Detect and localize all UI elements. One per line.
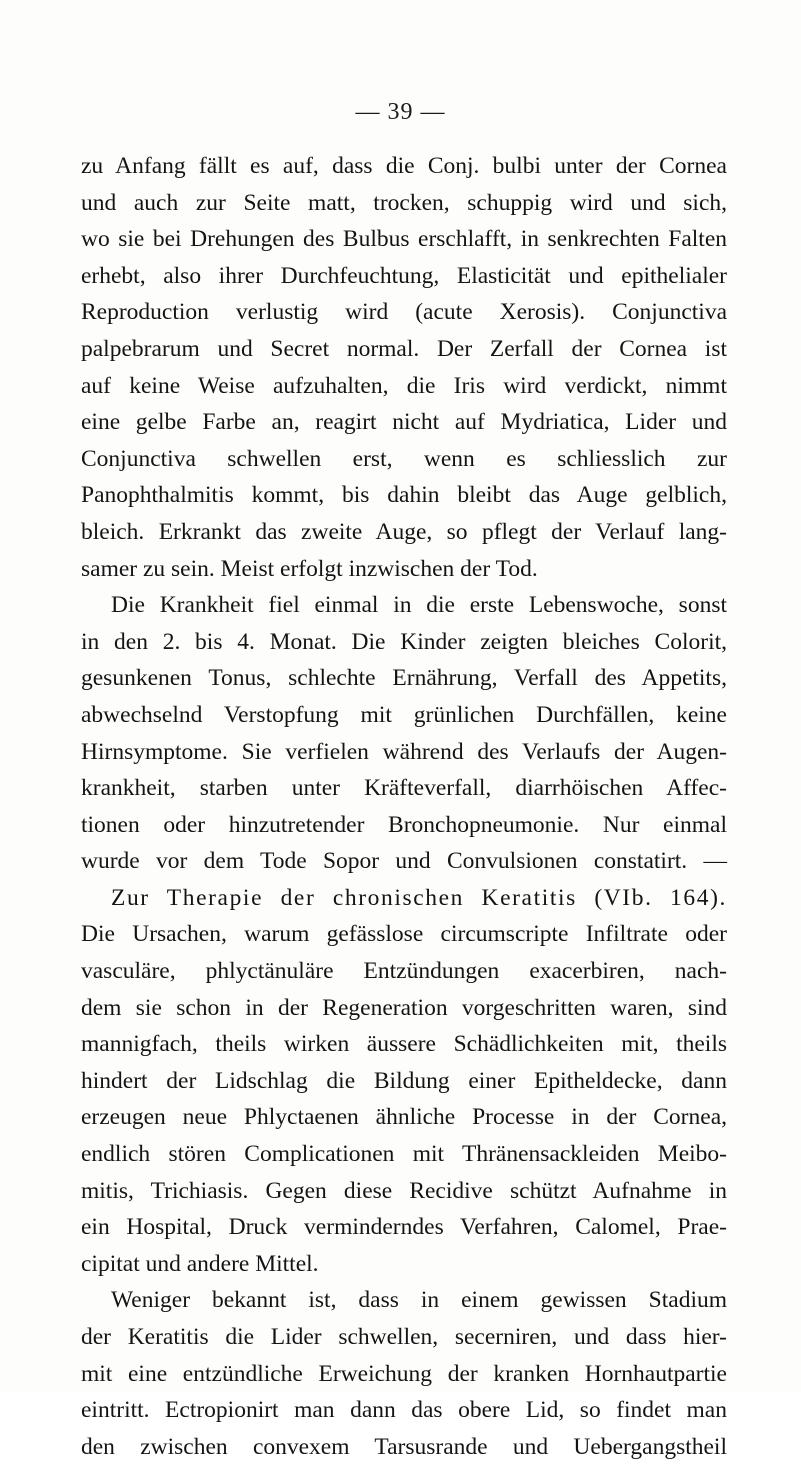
text-line: abwechselnd Verstopfung mit grünlichen Durchfällen, keine [81, 701, 727, 728]
text-line: bleich. Erkrankt das zweite Auge, so pflegt der Verlauf lang- [81, 518, 727, 545]
text-line: erhebt, also ihrer Durchfeuchtung, Elasticität und epithelialer [81, 262, 727, 289]
text-line: und auch zur Seite matt, trocken, schuppig wird und sich, [81, 189, 727, 216]
text-line: Die Krankheit fiel einmal in die erste Lebenswoche, sonst [111, 592, 727, 619]
text-line: mit eine entzündliche Erweichung der kranken Hornhautpartie [81, 1360, 727, 1387]
text-line: hindert der Lidschlag die Bildung einer Epitheldecke, dann [81, 1067, 727, 1094]
text-line: auf keine Weise aufzuhalten, die Iris wird verdickt, nimmt [81, 372, 727, 399]
text-line: Die Ursachen, warum gefässlose circumscripte Infiltrate oder [81, 921, 727, 948]
text-line: wo sie bei Drehungen des Bulbus erschlafft, in senkrechten Falten [81, 226, 727, 253]
text-line: Panophthalmitis kommt, bis dahin bleibt das Auge gelblich, [81, 482, 727, 509]
text-line: mannigfach, theils wirken äussere Schädlichkeiten mit, theils [81, 1031, 727, 1058]
text-line: cipitat und andere Mittel. [81, 1250, 319, 1277]
text-line: vasculäre, phlyctänuläre Entzündungen exacerbiren, nach- [81, 958, 727, 985]
text-line: endlich stören Complicationen mit Thränensackleiden Meibo- [81, 1141, 727, 1168]
body-text [81, 148, 727, 1465]
text-line: mitis, Trichiasis. Gegen diese Recidive schützt Aufnahme in [81, 1177, 727, 1204]
text-line: palpebrarum und Secret normal. Der Zerfall der Cornea ist [81, 335, 727, 362]
page-number: — 39 — [355, 99, 446, 125]
text-line: den zwischen convexem Tarsusrande und Uebergangstheil [81, 1433, 727, 1460]
text-line: erzeugen neue Phlyctaenen ähnliche Processe in der Cornea, [81, 1104, 727, 1131]
text-line: eintritt. Ectropionirt man dann das obere Lid, so findet man [81, 1397, 727, 1424]
text-line: Hirnsymptome. Sie verfielen während des Verlaufs der Augen- [81, 738, 727, 765]
text-line: samer zu sein. Meist erfolgt inzwischen der Tod. [81, 555, 538, 582]
text-line: ein Hospital, Druck verminderndes Verfahren, Calomel, Prae- [81, 1214, 727, 1241]
text-line: Conjunctiva schwellen erst, wenn es schliesslich zur [81, 445, 727, 472]
text-line: eine gelbe Farbe an, reagirt nicht auf Mydriatica, Lider und [81, 409, 727, 436]
text-line: zu Anfang fällt es auf, dass die Conj. bulbi unter der Cornea [81, 153, 727, 179]
text-line: tionen oder hinzutretender Bronchopneumonie. Nur einmal [81, 811, 727, 838]
text-line: der Keratitis die Lider schwellen, secerniren, und dass hier- [81, 1324, 727, 1350]
text-line: Reproduction verlustig wird (acute Xerosis). Conjunctiva [81, 299, 727, 326]
text-line: gesunkenen Tonus, schlechte Ernährung, Verfall des Appetits, [81, 665, 727, 692]
text-line: dem sie schon in der Regeneration vorgeschritten waren, sind [81, 994, 727, 1021]
text-line: in den 2. bis 4. Monat. Die Kinder zeigten bleiches Colorit, [81, 628, 727, 655]
text-line: wurde vor dem Tode Sopor und Convulsionen constatirt. — [81, 848, 727, 875]
section-heading-line: Zur Therapie der chronischen Keratitis (VIb. 164). [111, 884, 727, 911]
text-line: krankheit, starben unter Kräfteverfall, diarrhöischen Affec- [81, 775, 727, 802]
text-line: Weniger bekannt ist, dass in einem gewissen Stadium [111, 1287, 727, 1314]
